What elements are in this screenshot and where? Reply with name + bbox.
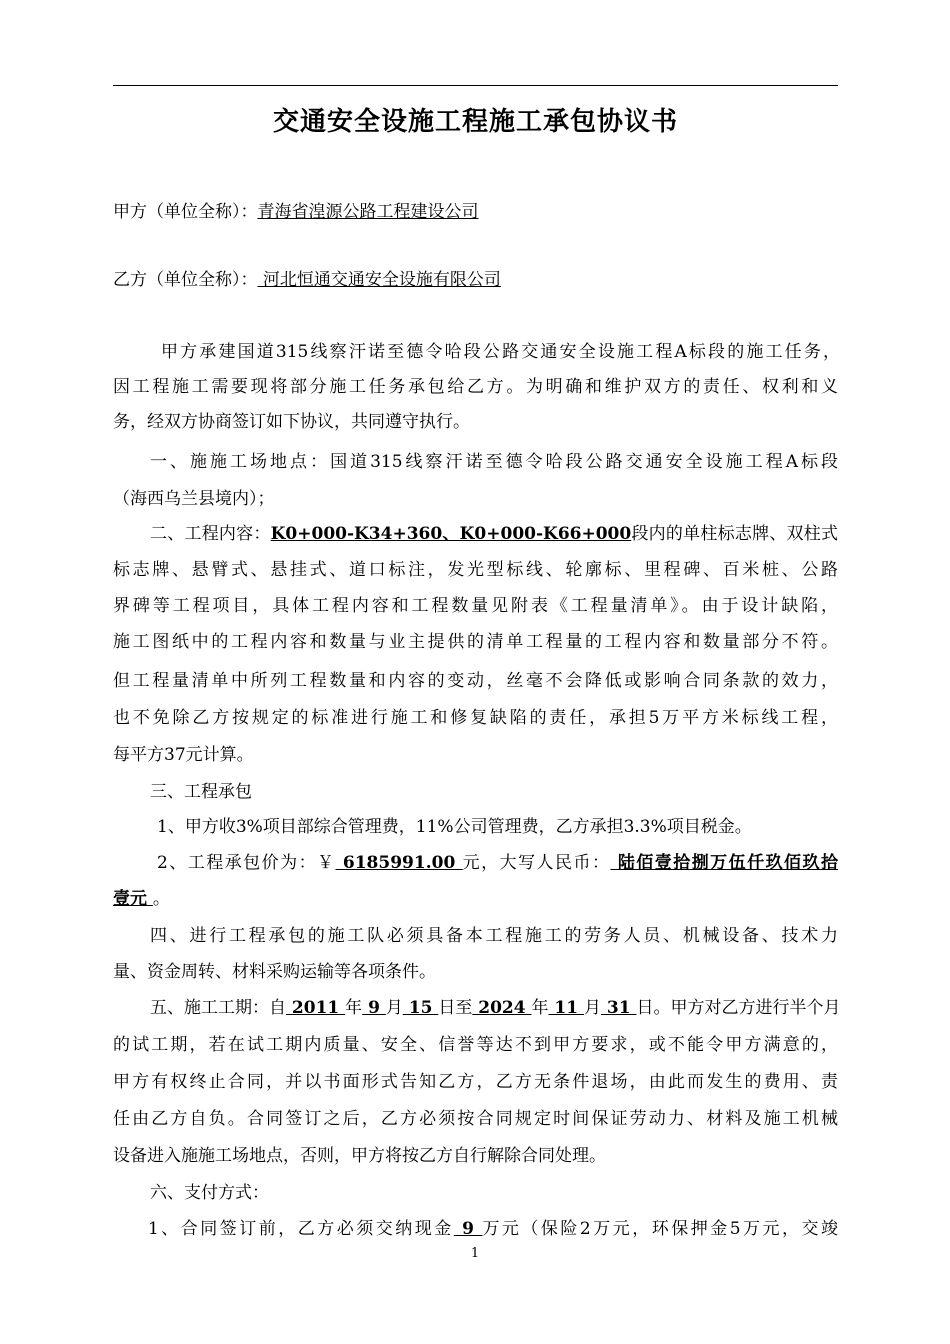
sec6-item-1-prefix: 1、合同签订前，乙方必须交纳现金 — [148, 1219, 454, 1239]
sec5-line-3: 甲方有权终止合同，并以书面形式告知乙方，乙方无条件退场，由此而发生的费用、责 — [113, 1072, 838, 1092]
cash-deposit-amount: 9 — [453, 1219, 483, 1239]
sec6-item-1-suffix: 万元（保险2万元，环保押金5万元，交竣 — [482, 1219, 838, 1239]
document-title: 交通安全设施工程施工承包协议书 — [272, 107, 678, 137]
sec2-line-5: 但工程量清单中所列工程数量和内容的变动，丝毫不会降低或影响合同条款的效力， — [113, 671, 838, 691]
sec5-text-3: 月 — [385, 998, 403, 1018]
party-b-label: 乙方（单位全称）： — [113, 270, 258, 290]
page-number: 1 — [470, 1246, 480, 1261]
party-a-label: 甲方（单位全称）： — [113, 202, 258, 222]
sec2-line-1 — [150, 522, 838, 546]
sec2-line-2: 标志牌、悬臂式、悬挂式、道口标注，发光型标线、轮廓标、里程碑、百米桩、公路 — [113, 560, 838, 580]
start-day: 15 — [402, 998, 439, 1018]
contract-price-words: 陆佰壹拾捌万伍仟玖佰玖拾 — [610, 853, 838, 873]
end-month: 11 — [548, 998, 584, 1018]
sec5-text-1: 五、施工工期：自 — [150, 998, 286, 1018]
sec2-line-7: 每平方37元计算。 — [113, 745, 254, 765]
party-a-line — [113, 200, 838, 224]
sec5-line-4: 任由乙方自负。合同签订之后，乙方必须按合同规定时间保证劳动力、材料及施工机械 — [113, 1109, 838, 1129]
contract-price-prefix: 2、工程承包价为：￥ — [157, 853, 336, 873]
sec5-text-6: 月 — [583, 998, 601, 1018]
sec5-line-2: 的试工期，若在试工期内质量、安全、信誉等达不到甲方要求，或不能令甲方满意的， — [113, 1035, 838, 1055]
sec5-line-1 — [150, 996, 841, 1020]
sec2-line-6: 也不免除乙方按规定的标准进行施工和修复缺陷的责任，承担5万平方米标线工程， — [113, 708, 838, 728]
sec5-text-5: 年 — [531, 998, 549, 1018]
sec2-line-3: 界碑等工程项目，具体工程内容和工程数量见附表《工程量清单》。由于设计缺陷， — [113, 596, 838, 616]
sec1-line-1: 一、施施工场地点：国道315线察汗诺至德令哈段公路交通安全设施工程A标段 — [150, 452, 838, 472]
sec3-item-2-line-2 — [113, 887, 838, 911]
intro-line-2: 因工程施工需要现将部分施工任务承包给乙方。为明确和维护双方的责任、权利和义 — [113, 377, 838, 397]
header-rule — [113, 85, 838, 86]
end-year: 2024 — [472, 998, 532, 1018]
sec4-line-2: 量、资金周转、材料采购运输等各项条件。 — [113, 962, 436, 982]
contract-price-words-end: 壹元 — [113, 889, 153, 909]
sec5-text-2: 年 — [345, 998, 363, 1018]
sec2-suffix: 段内的单柱标志牌、双柱式 — [631, 524, 839, 544]
sec3-item-2-line-1 — [157, 851, 838, 875]
party-b-value: 河北恒通交通安全设施有限公司 — [257, 270, 501, 290]
party-b-line — [113, 268, 838, 292]
start-year: 2011 — [286, 998, 346, 1018]
sec2-prefix: 二、工程内容： — [150, 524, 271, 544]
sec1-line-2: （海西乌兰县境内）； — [113, 489, 275, 509]
sec2-stake-range: K0+000-K34+360、K0+000-K66+000 — [270, 524, 632, 544]
contract-price-end: 。 — [152, 889, 170, 909]
end-day: 31 — [600, 998, 637, 1018]
party-a-value: 青海省湟源公路工程建设公司 — [257, 202, 479, 222]
sec6-heading: 六、支付方式： — [150, 1183, 269, 1203]
sec3-item-1: 1、甲方收3%项目部综合管理费，11%公司管理费，乙方承担3.3%项目税金。 — [157, 817, 752, 837]
contract-price-amount: 6185991.00 — [335, 853, 463, 873]
sec5-line-5: 设备进入施施工场地点，否则，甲方将按乙方自行解除合同处理。 — [113, 1146, 606, 1166]
start-month: 9 — [362, 998, 386, 1018]
sec2-line-4: 施工图纸中的工程内容和数量与业主提供的清单工程量的工程内容和数量部分不符。 — [113, 632, 838, 652]
sec3-heading: 三、工程承包 — [150, 782, 252, 802]
intro-line-3: 务，经双方协商签订如下协议，共同遵守执行。 — [113, 412, 470, 432]
sec5-text-4: 日至 — [438, 998, 473, 1018]
sec4-line-1: 四、进行工程承包的施工队必须具备本工程施工的劳务人员、机械设备、技术力 — [150, 926, 838, 946]
contract-price-mid: 元，大写人民币： — [462, 853, 611, 873]
intro-line-1: 甲方承建国道315线察汗诺至德令哈段公路交通安全设施工程A标段的施工任务， — [161, 342, 840, 362]
sec5-text-7: 日。甲方对乙方进行半个月 — [636, 998, 841, 1018]
sec6-item-1-line-1 — [148, 1217, 838, 1241]
